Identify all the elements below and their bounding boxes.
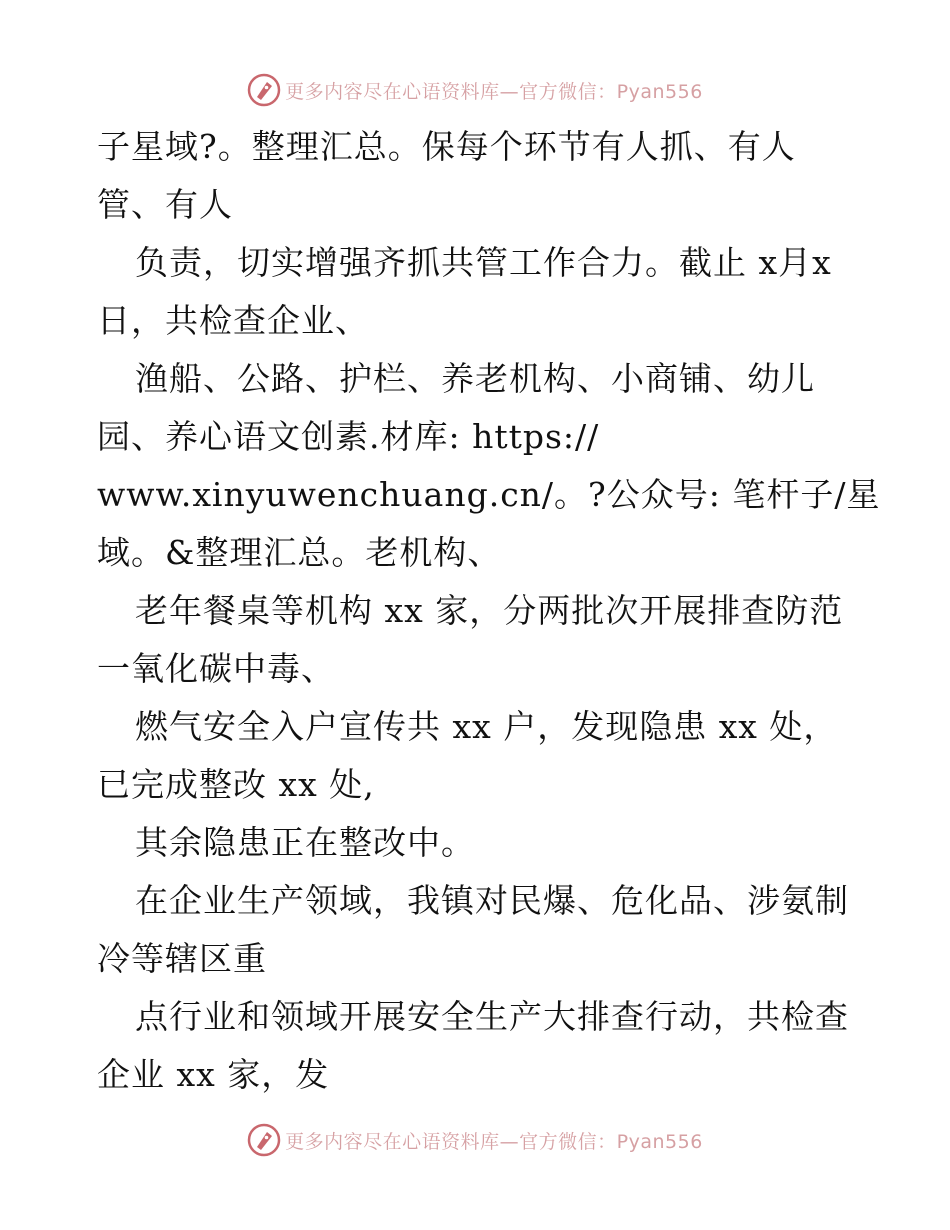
body-line: 一氧化碳中毒、 — [97, 649, 335, 688]
body-line: 已完成整改 xx 处, — [97, 765, 375, 804]
footer-banner-text: 更多内容尽在心语资料库—官方微信：Pyan556 — [285, 1130, 703, 1153]
body-line: www.xinyuwenchuang.cn/。?公众号: 笔杆子/星 — [97, 475, 881, 514]
body-line: 老年餐桌等机构 xx 家，分两批次开展排查防范 — [135, 591, 844, 630]
document-body — [97, 118, 881, 1104]
header-banner-text: 更多内容尽在心语资料库—官方微信：Pyan556 — [285, 80, 703, 103]
pen-nib-logo-icon — [247, 1123, 281, 1157]
pen-nib-logo-icon — [247, 73, 281, 107]
body-line: 渔船、公路、护栏、养老机构、小商铺、幼儿 — [135, 359, 815, 398]
body-line: 管、有人 — [97, 185, 233, 224]
body-line: 负责，切实增强齐抓共管工作合力。截止 x月x — [135, 243, 832, 282]
body-line: 子星域?。整理汇总。保每个环节有人抓、有人 — [97, 127, 796, 166]
body-line: 域。&整理汇总。老机构、 — [97, 533, 502, 572]
body-line: 点行业和领域开展安全生产大排查行动，共检查 — [135, 997, 849, 1036]
body-line: 企业 xx 家，发 — [97, 1055, 330, 1094]
body-line: 冷等辖区重 — [97, 939, 267, 978]
body-line: 燃气安全入户宣传共 xx 户，发现隐患 xx 处， — [135, 707, 838, 746]
body-line: 在企业生产领域，我镇对民爆、危化品、涉氨制 — [135, 881, 849, 920]
body-line: 园、养心语文创素.材库: https:// — [97, 417, 600, 456]
header-banner — [0, 70, 950, 110]
body-line: 日，共检查企业、 — [97, 301, 369, 340]
body-line: 其余隐患正在整改中。 — [135, 823, 475, 862]
footer-banner — [0, 1120, 950, 1160]
